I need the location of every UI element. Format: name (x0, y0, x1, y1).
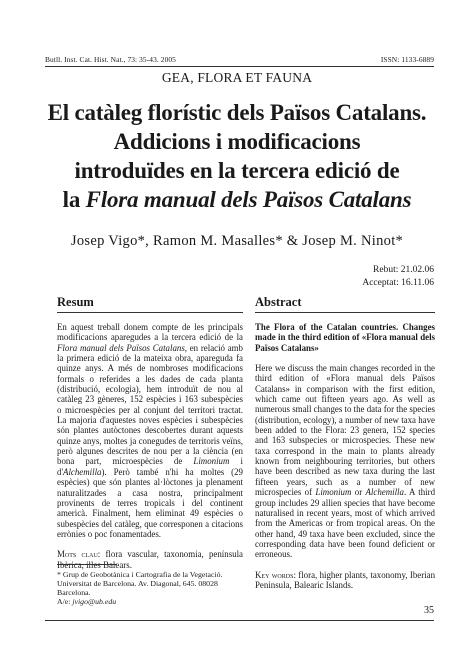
abstract-text-2: . A third group includes 29 allien species that have become naturalised in recent years, most of which arrived from the Americas or from tropical areas. On the other hand, 49 taxa have been excluded, since the corresponding data have been found deficient or erroneous. (255, 487, 436, 560)
authors: Josep Vigo*, Ramon M. Masalles* & Josep M. Ninot* (70, 233, 404, 249)
title-line-4-prefix: la (62, 187, 86, 212)
abstract-limonium: Limonium (315, 487, 352, 498)
footnote-affiliation: * Grup de Geobotànica i Cartografia de la Vegetació. Universitat de Barcelona. Av. Diagonal, 645. 08028 Barcelona. (57, 570, 223, 597)
title-line-4 (40, 185, 434, 214)
resum-text-1: En aquest treball donem compte de les principals modificacions aparegudes a la tercera edició de la (57, 322, 243, 343)
resum-text-3: ). Però també n'hi ha moltes (29 espècies) que són plantes al·lòctones ja plenament naturalitzades a casa nostra, principalment provinents de terres tropicals i del continent americà. Finalment, hem eliminat 49 espècies o subespècies del catàleg, que corresponen a citacions errònies o poc fonamentades. (57, 466, 243, 539)
page-number: 35 (424, 605, 434, 616)
title-line-2: Addicions i modificacions (113, 129, 361, 154)
resum-keywords-label: Mots clau (57, 549, 98, 560)
abstract-text-1: Here we discuss the main changes recorded in the third edition of «Flora manual dels Països Catalans» in comparison with the first edition, which came out fifteen years ago. As well as numerous small changes to the data for the species (distribution, ecology), a number of new taxa have been added to the Flora: 23 genera, 152 species and 163 subspecies or microspecies. These new taxa correspond in the main to plants already known from neighbouring territories, but others have been described as new taxa during the last fifteen years, such as a number of new microspecies of (255, 363, 435, 498)
title-line-1: El catàleg florístic dels Països Catalans. (47, 100, 427, 125)
abstract-keywords-text: : flora, higher plants, taxonomy, Iberian Peninsula, Balearic Islands. (255, 569, 436, 590)
abstract-rule (255, 312, 435, 313)
abstract-paragraph (255, 363, 435, 560)
resum-heading: Resum (57, 295, 94, 309)
resum-rule (57, 312, 243, 313)
title-line-3: introduïdes en la tercera edició de (74, 158, 400, 183)
abstract-keywords (255, 570, 435, 591)
resum-paragraph (57, 322, 243, 539)
resum-body (57, 322, 243, 570)
article-title (40, 98, 434, 214)
footer-rule (45, 620, 434, 621)
section-heading: GEA, FLORA ET FAUNA (161, 70, 313, 85)
accepted-date: Acceptat: 16.11.06 (362, 278, 434, 288)
abstract-body (255, 322, 435, 590)
footnote-rule (57, 564, 117, 565)
abstract-keywords-label: Key words (255, 569, 294, 580)
abstract-alchemilla: Alchemilla (365, 487, 404, 498)
header-rule (45, 66, 434, 67)
footnote (57, 570, 243, 606)
issn: ISSN: 1133-6889 (380, 55, 434, 64)
resum-book-name: Flora manual dels Països Catalans (57, 342, 185, 353)
title-book-name: Flora manual dels Països Catalans (85, 187, 412, 212)
resum-text-mid: i d' (57, 456, 243, 477)
resum-keywords (57, 549, 243, 570)
abstract-heading: Abstract (255, 295, 302, 309)
footnote-email[interactable]: jvigo@ub.edu (72, 597, 117, 606)
footnote-email-line (57, 597, 243, 606)
dates (362, 264, 434, 290)
abstract-title: The Flora of the Catalan countries. Changes made in the third edition of «Flora manual dels Països Catalans» (255, 322, 435, 353)
resum-text-2: , en relació amb la primera edició de la mateixa obra, apareguda fa quinze anys. A més de nombroses modificacions formals o referides a les dades de cada planta (distribució, ecologia), hem introduït de nou al catàleg 23 gèneres, 152 espècies i 163 subespècies o microespècies per al conjunt del territori tractat. La majoria d'aquestes noves espècies i subespècies són plantes autòctones descobertes durant aquests quinze anys, moltes ja conegudes de territoris veïns, però algunes descrites de nou per a la ciència (en bona part, microespècies de (57, 342, 243, 467)
resum-limonium: Limonium (193, 456, 230, 467)
journal-citation: Butll. Inst. Cat. Hist. Nat., 73: 35-43. 2005 (45, 55, 176, 64)
footnote-email-prefix: A/e: (57, 597, 73, 606)
received-date: Rebut: 21.02.06 (373, 265, 434, 275)
abstract-text-or: or (354, 487, 363, 498)
resum-keywords-text: : flora vascular, taxonomia, península Ibèrica, illes Balears. (57, 549, 243, 570)
resum-alchemilla: Alchemilla (63, 466, 102, 477)
